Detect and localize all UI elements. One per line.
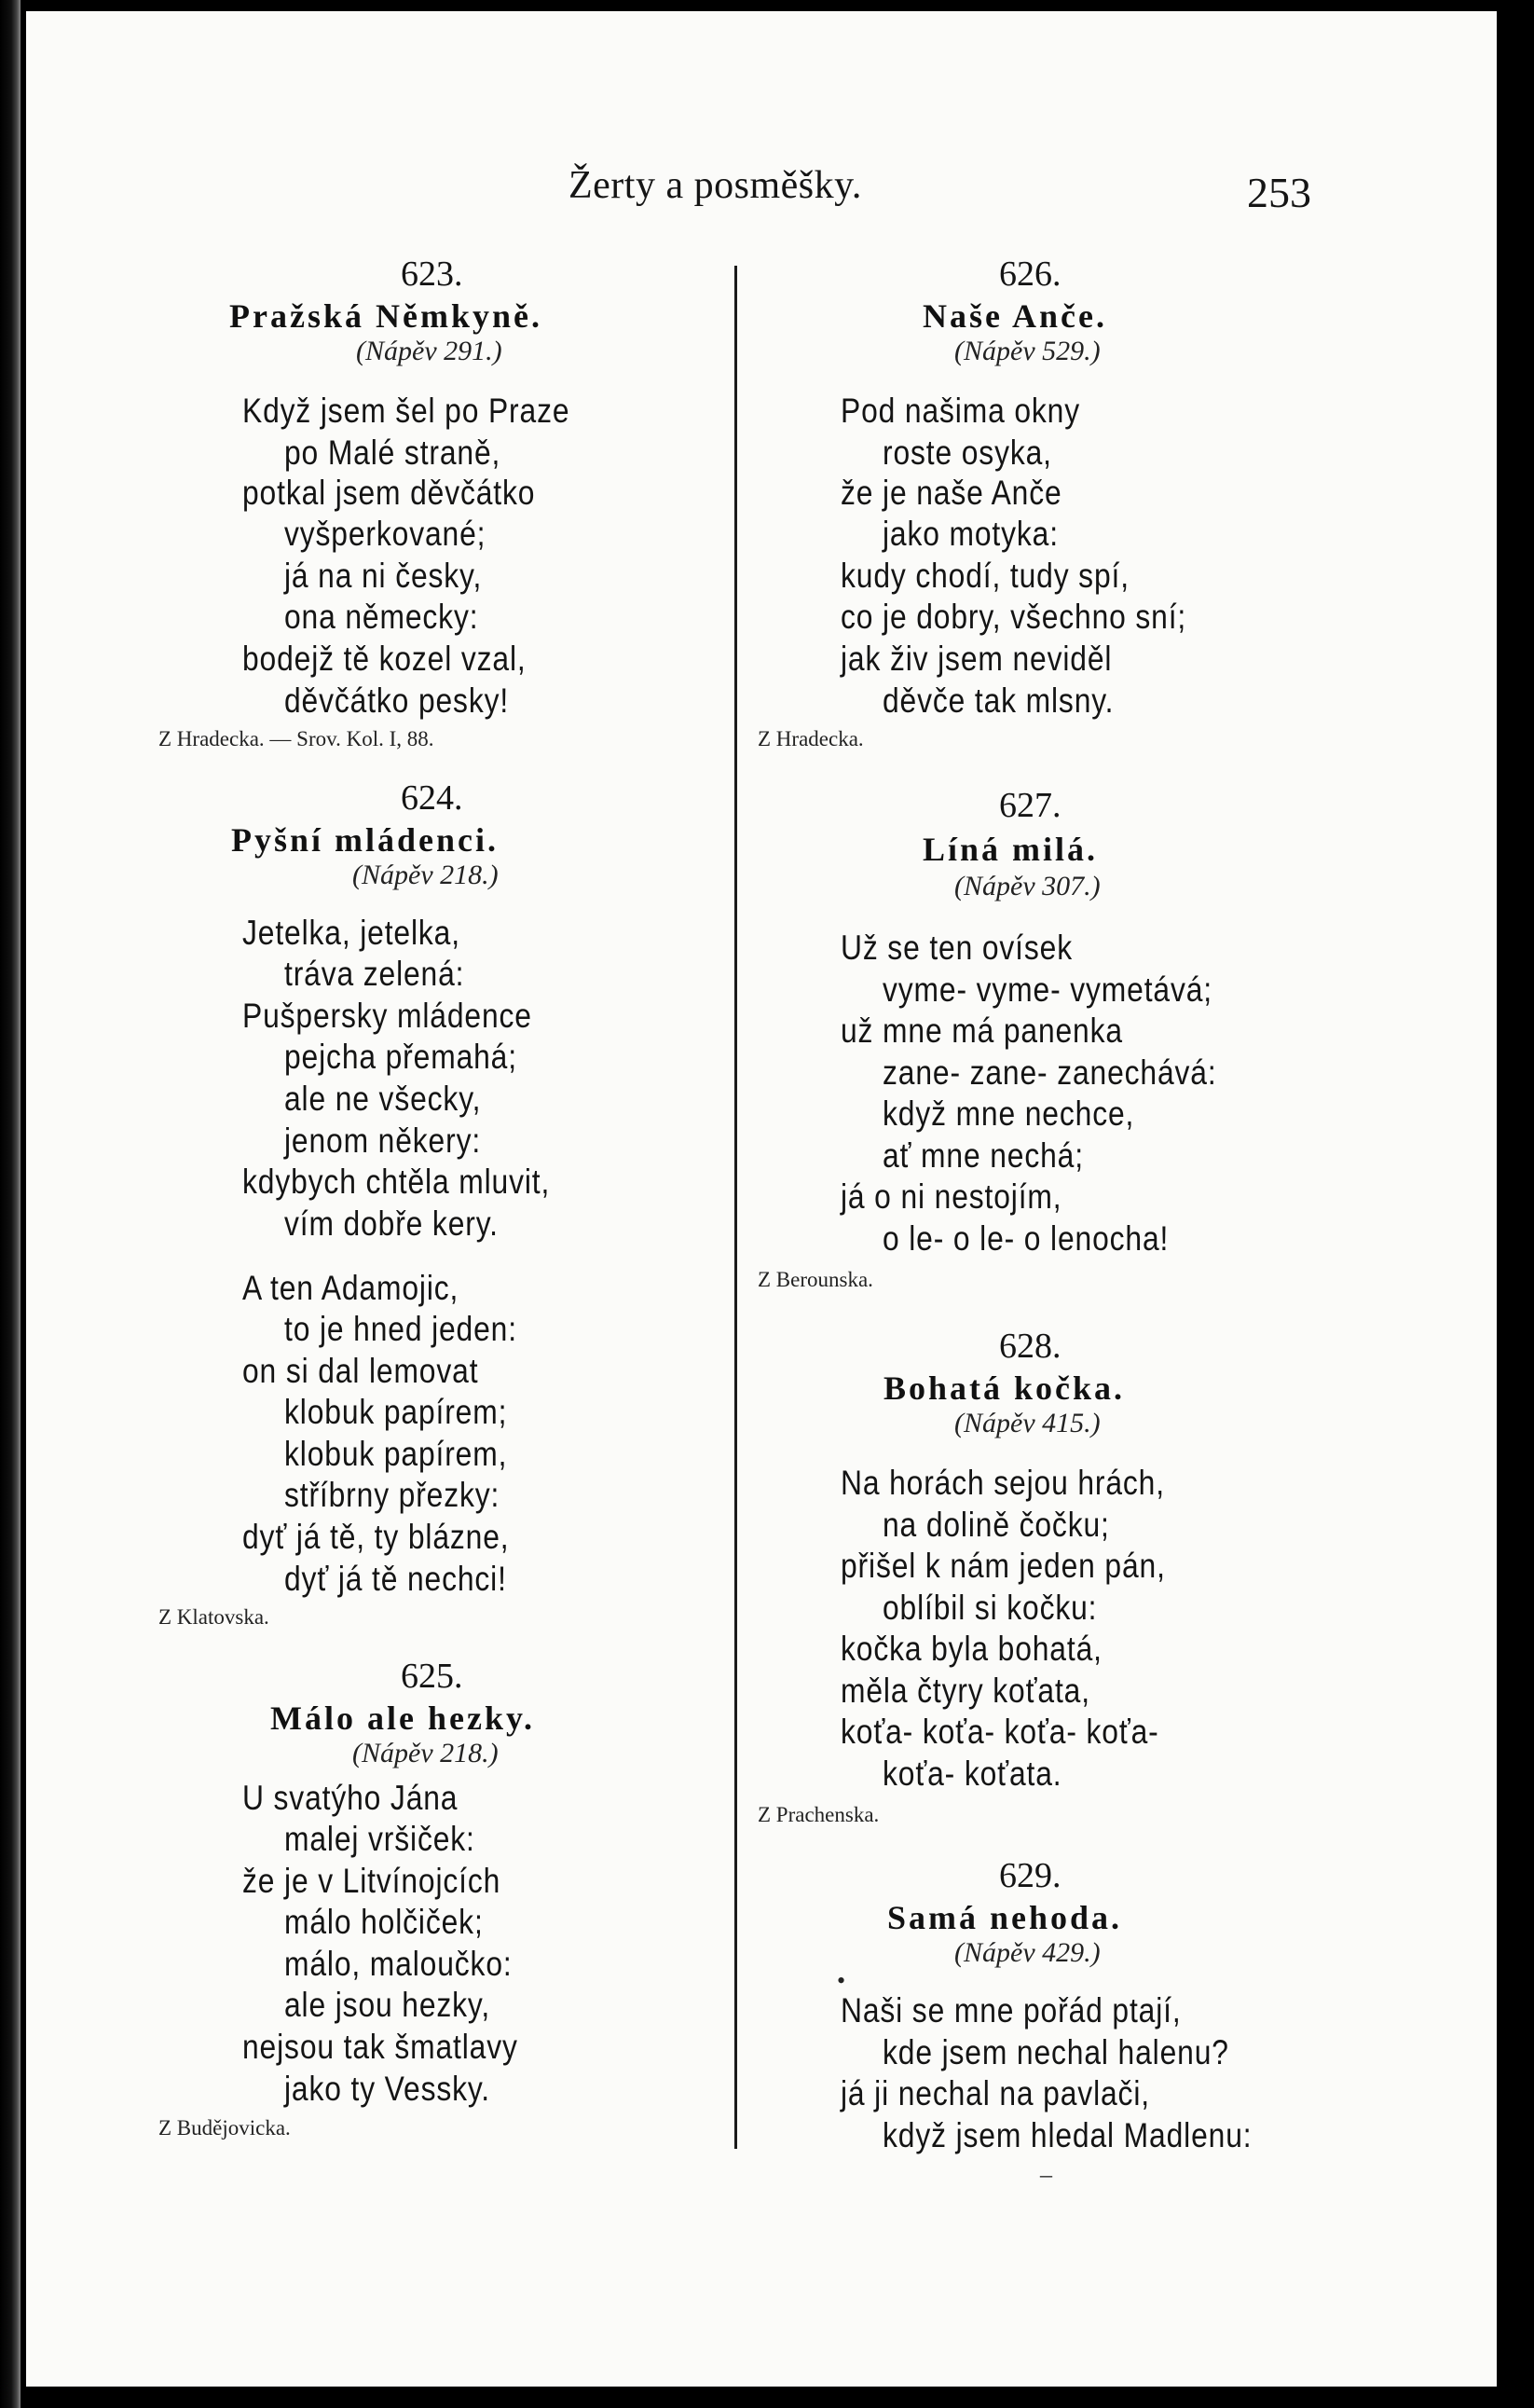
verse-line: vím dobře kery. <box>284 1204 499 1243</box>
song-tune: (Nápěv 291.) <box>356 336 502 366</box>
song-source: Z Prachenska. <box>758 1803 880 1826</box>
verse-line: Už se ten ovísek <box>841 929 1073 967</box>
song-title: Naše Anče. <box>923 297 1107 335</box>
verse-line: Jetelka, jetelka, <box>242 914 460 952</box>
song-tune: (Nápěv 529.) <box>954 336 1101 366</box>
catchword-dash: – <box>1040 2161 1052 2188</box>
song-tune: (Nápěv 429.) <box>954 1937 1101 1968</box>
song-source: Z Klatovska. <box>158 1605 269 1629</box>
song-title: Málo ale hezky. <box>270 1699 535 1737</box>
song-number: 623. <box>401 255 463 294</box>
verse-line: koťa- koťa- koťa- koťa- <box>841 1713 1159 1751</box>
verse-line: že je v Litvínojcích <box>242 1862 501 1900</box>
verse-line: Naši se mne pořád ptají, <box>841 1991 1182 2030</box>
verse-line: když mne nechce, <box>883 1094 1135 1133</box>
verse-line: málo holčiček; <box>284 1903 484 1941</box>
column-divider <box>734 266 737 2149</box>
verse-line: měla čtyry koťata, <box>841 1672 1090 1710</box>
verse-line: málo, maloučko: <box>284 1945 513 1983</box>
verse-line: já o ni nestojím, <box>841 1177 1062 1216</box>
book-spine-shadow <box>0 0 21 2408</box>
verse-line: U svatýho Jána <box>242 1779 459 1817</box>
verse-line: bodejž tě kozel vzal, <box>242 640 527 678</box>
verse-line: ať mne nechá; <box>883 1136 1084 1175</box>
verse-line: Když jsem šel po Praze <box>242 392 570 430</box>
verse-line: jenom někery: <box>284 1121 482 1160</box>
verse-line: kudy chodí, tudy spí, <box>841 557 1130 595</box>
verse-line: ale ne všecky, <box>284 1080 482 1118</box>
verse-line: zane- zane- zanechává: <box>883 1053 1217 1092</box>
verse-line: ale jsou hezky, <box>284 1986 491 2024</box>
verse-line: jako ty Vessky. <box>284 2070 490 2108</box>
verse-line: já na ni česky, <box>284 557 483 595</box>
song-number: 627. <box>999 786 1061 825</box>
song-tune: (Nápěv 415.) <box>954 1408 1101 1438</box>
verse-line: už mne má panenka <box>841 1011 1123 1050</box>
verse-line: oblíbil si kočku: <box>883 1589 1098 1627</box>
verse-line: koťa- koťata. <box>883 1754 1062 1793</box>
verse-line: jak živ jsem neviděl <box>841 640 1113 678</box>
verse-line: stříbrny přezky: <box>284 1476 500 1514</box>
song-title: Pyšní mládenci. <box>231 821 500 859</box>
song-tune: (Nápěv 307.) <box>954 871 1101 901</box>
verse-line: co je dobry, všechno sní; <box>841 598 1187 636</box>
song-title: Pražská Němkyně. <box>229 297 542 335</box>
verse-line: dyť já tě nechci! <box>284 1560 507 1598</box>
verse-line: Pod našima okny <box>841 392 1080 430</box>
verse-line: tráva zelená: <box>284 955 465 993</box>
song-source: Z Berounska. <box>758 1268 873 1291</box>
verse-line: vyšperkované; <box>284 515 486 553</box>
ink-dot: • <box>837 1967 846 1994</box>
verse-line: nejsou tak šmatlavy <box>242 2028 518 2066</box>
verse-line: roste osyka, <box>883 433 1052 472</box>
song-source: Z Hradecka. — Srov. Kol. I, 88. <box>158 727 434 750</box>
verse-line: dyť já tě, ty blázne, <box>242 1518 510 1556</box>
verse-line: na dolině čočku; <box>883 1506 1110 1544</box>
verse-line: klobuk papírem; <box>284 1393 508 1431</box>
song-title: Líná milá. <box>923 831 1099 868</box>
song-number: 629. <box>999 1856 1061 1895</box>
verse-line: Pušpersky mládence <box>242 997 532 1035</box>
verse-line: ona německy: <box>284 598 479 636</box>
verse-line: pejcha přemahá; <box>284 1038 517 1076</box>
verse-line: A ten Adamojic, <box>242 1269 459 1307</box>
song-title: Bohatá kočka. <box>883 1369 1126 1407</box>
verse-line: to je hned jeden: <box>284 1310 517 1348</box>
verse-line: klobuk papírem, <box>284 1435 508 1473</box>
song-source: Z Budějovicka. <box>158 2116 291 2140</box>
song-source: Z Hradecka. <box>758 727 864 750</box>
song-number: 628. <box>999 1327 1061 1366</box>
song-title: Samá nehoda. <box>887 1899 1123 1936</box>
verse-line: jako motyka: <box>883 515 1059 553</box>
verse-line: kočka byla bohatá, <box>841 1630 1103 1668</box>
verse-line: vyme- vyme- vymetává; <box>883 970 1212 1009</box>
song-number: 624. <box>401 778 463 818</box>
song-tune: (Nápěv 218.) <box>352 860 499 890</box>
verse-line: kde jsem nechal halenu? <box>883 2033 1229 2071</box>
verse-line: on si dal lemovat <box>242 1352 479 1390</box>
verse-line: o le- o le- o lenocha! <box>883 1219 1170 1258</box>
verse-line: že je naše Anče <box>841 474 1062 512</box>
verse-line: děvče tak mlsny. <box>883 681 1115 720</box>
song-number: 626. <box>999 255 1061 294</box>
verse-line: kdybych chtěla mluvit, <box>242 1163 551 1201</box>
verse-line: děvčátko pesky! <box>284 681 510 720</box>
verse-line: malej vršiček: <box>284 1820 475 1858</box>
verse-line: když jsem hledal Madlenu: <box>883 2116 1253 2154</box>
verse-line: Na horách sejou hrách, <box>841 1464 1165 1502</box>
verse-line: potkal jsem děvčátko <box>242 474 536 512</box>
verse-line: po Malé straně, <box>284 433 501 472</box>
song-number: 625. <box>401 1657 463 1696</box>
verse-line: přišel k nám jeden pán, <box>841 1547 1166 1585</box>
running-title: Žerty a posměšky. <box>568 164 862 207</box>
verse-line: já ji nechal na pavlači, <box>841 2074 1150 2112</box>
song-tune: (Nápěv 218.) <box>352 1738 499 1768</box>
page-number: 253 <box>1247 169 1311 216</box>
